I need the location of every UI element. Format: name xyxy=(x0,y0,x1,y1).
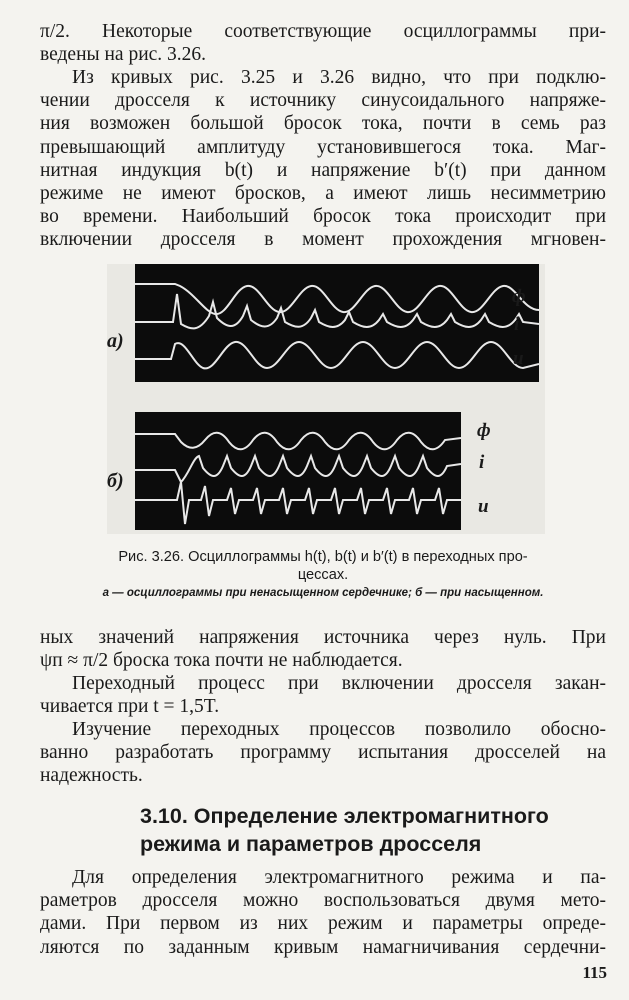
text-line: надежность. xyxy=(40,765,143,787)
trace-label-current-a: i xyxy=(514,314,520,335)
trace-label-voltage-b: u xyxy=(478,496,489,517)
text-line: режиме не имеют бросков, а имеют лишь несимметрию xyxy=(40,183,606,205)
text-line: включении дросселя в момент прохождения мгновен- xyxy=(40,229,606,251)
trace-current-b xyxy=(135,456,461,482)
text-line: Изучение переходных процессов позволило обосно- xyxy=(72,719,606,740)
figure-caption-line: Рис. 3.26. Осциллограммы h(t), b(t) и b′(t) в переходных про- xyxy=(118,549,528,565)
section-heading-line: режима и параметров дросселя xyxy=(140,832,482,856)
text-line: раметров дросселя можно воспользоваться двумя мето- xyxy=(40,890,606,912)
oscillogram-figure xyxy=(107,264,545,534)
text-line: дами. При первом из них режим и параметры опреде- xyxy=(40,913,606,935)
text-line: ведены на рис. 3.26. xyxy=(40,44,207,66)
paragraph-inrush xyxy=(40,66,606,252)
panel-a-label: а) xyxy=(107,330,124,352)
page-number: 115 xyxy=(582,963,607,982)
text-line: ния возможен большой бросок тока, почти в семь раз xyxy=(40,113,606,135)
paragraph-zero-crossing xyxy=(40,626,606,672)
trace-flux-b xyxy=(135,433,461,450)
trace-label-current-b: i xyxy=(479,452,485,473)
oscillogram-traces-b xyxy=(135,412,461,530)
text-line: π/2. Некоторые соответствующие осциллограммы при- xyxy=(40,21,606,42)
text-line: чивается при t = 1,5T. xyxy=(40,696,220,718)
paragraph-testing-program xyxy=(40,718,606,788)
trace-label-voltage-a: u xyxy=(513,348,524,369)
text-line: Из кривых рис. 3.25 и 3.26 видно, что при подклю- xyxy=(72,67,606,88)
text-line: ψп ≈ π/2 броска тока почти не наблюдается. xyxy=(40,650,403,672)
trace-label-flux-b: ф xyxy=(477,420,491,441)
section-heading-line: 3.10. Определение электромагнитного xyxy=(140,804,549,828)
trace-voltage-a xyxy=(135,342,539,368)
oscillogram-panel-b xyxy=(135,412,461,530)
panel-b-label: б) xyxy=(107,470,124,492)
text-line: ляются по заданным кривым намагничивания сердечни- xyxy=(40,936,606,958)
figure-caption xyxy=(40,548,606,584)
oscillogram-panel-a xyxy=(135,264,539,382)
text-line: Для определения электромагнитного режима и па- xyxy=(72,867,606,888)
paragraph-continuation xyxy=(40,20,606,66)
trace-label-flux-a: ф xyxy=(512,286,526,307)
paragraph-transient-end xyxy=(40,672,606,718)
trace-voltage-b xyxy=(135,482,461,524)
figure-caption-line: цессах. xyxy=(297,567,349,583)
paragraph-methods xyxy=(40,866,606,959)
text-line: во времени. Наибольший бросок тока происходит при xyxy=(40,206,606,228)
text-line: чении дросселя к источнику синусоидального напряже- xyxy=(40,90,606,112)
section-heading xyxy=(140,802,610,858)
text-line: Переходный процесс при включении дросселя закан- xyxy=(72,673,606,694)
text-line: нитная индукция b(t) и напряжение b′(t) при данном xyxy=(40,159,606,181)
trace-flux-a xyxy=(135,284,539,314)
oscillogram-traces-a xyxy=(135,264,539,382)
text-line: ванно разработать программу испытания дросселей на xyxy=(40,742,606,764)
text-line: ных значений напряжения источника через нуль. При xyxy=(40,627,606,648)
figure-subcaption: а — осциллограммы при ненасыщенном сердечнике; б — при насыщенном. xyxy=(102,587,544,599)
text-line: превышающий амплитуду установившегося тока. Маг- xyxy=(40,136,606,158)
